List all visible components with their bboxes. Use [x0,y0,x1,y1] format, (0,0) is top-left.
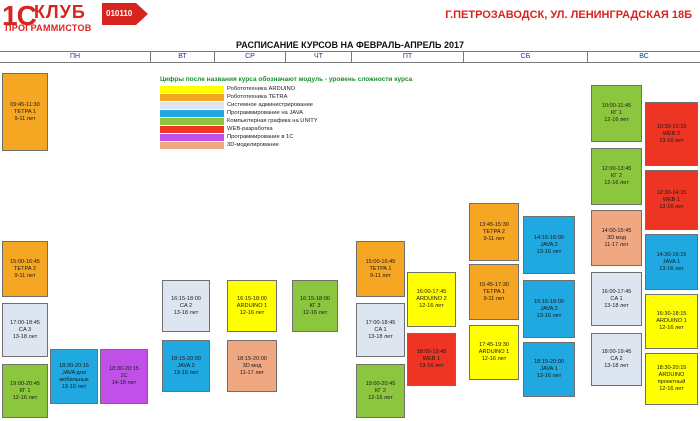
class-block[interactable] [469,325,519,380]
class-block[interactable] [523,216,575,274]
class-block[interactable] [469,264,519,320]
class-time: 14:00-15:45 [601,227,632,234]
class-age: 13-18 лет [12,333,38,340]
class-block[interactable] [591,85,642,142]
class-time: 18:30-20:15 [109,366,139,372]
class-name: CA 3 [18,326,32,333]
class-time: 16:15-18:00 [300,295,330,302]
class-time: 18:00-19:45 [416,349,447,355]
class-block[interactable] [2,73,48,151]
class-time: 16:15-18:00 [534,298,564,305]
legend-swatch [160,118,224,125]
class-time: 17:00-18:45 [10,319,40,326]
class-time: 18:30-20:15 [656,365,687,371]
class-age: 13-16 лет [659,137,684,144]
class-time: 18:15-20:00 [171,355,201,362]
class-name: JAVA 1 [540,366,558,372]
logo-1c: 1С [2,0,36,31]
class-block[interactable] [591,210,642,266]
class-block[interactable] [523,280,575,338]
class-age: 13-16 лет [536,248,562,255]
class-age: 13-16 лет [536,312,562,319]
schedule-title: РАСПИСАНИЕ КУРСОВ НА ФЕВРАЛЬ-АПРЕЛЬ 2017 [236,40,464,50]
class-block[interactable] [2,303,48,357]
class-time: 14:30-16:15 [656,251,687,258]
class-name: JAVA 2 [540,305,558,312]
legend-label: Компьютерная графика на UNITY [227,118,318,124]
class-name: CA 2 [179,302,193,309]
class-block[interactable] [356,241,405,297]
class-block[interactable] [407,272,456,327]
class-time: 18:00-19:45 [601,349,632,355]
class-age: 12-16 лет [481,356,507,362]
class-block[interactable] [227,280,277,332]
class-age: 12-16 лет [239,309,265,316]
legend-label: Системное администрирование [227,102,314,108]
class-time: 15:00-16:45 [365,258,396,265]
class-name: TETPA 1 [14,108,36,115]
class-age: 13-18 лет [604,302,629,309]
day-header-row [0,51,700,63]
day-tue: ВТ [150,52,214,62]
class-age: 12-16 лет [368,394,393,401]
class-time: 16:00-17:45 [601,288,632,295]
class-block[interactable] [2,364,48,418]
class-age: 13-16 лет [173,369,199,376]
logo-binary-text: 010110 [106,9,133,18]
class-name: КГ 1 [19,387,31,394]
class-name: ARDUINO 1 [656,318,687,324]
class-name: 3D мод [242,362,262,369]
class-block[interactable] [523,342,575,397]
day-fri: ПТ [351,52,463,62]
class-block[interactable] [100,349,148,404]
class-block[interactable] [227,340,277,392]
legend-label: Робототехника ARDUINO [227,86,296,92]
class-block[interactable] [591,148,642,205]
legend-label: 3D-моделирование [227,142,279,148]
class-block[interactable] [591,272,642,326]
class-name: ARDUINO проектный [657,372,686,385]
class-block[interactable] [645,353,698,405]
class-name: TETPA 1 [369,265,392,272]
class-name: WEB 1 [422,356,441,362]
club-logo [2,1,150,37]
class-time: 14:15-16:00 [534,234,564,241]
class-time: 15:00-16:45 [10,258,40,265]
legend-label: WEB-разработка [227,126,273,132]
class-time: 16:00-17:45 [416,289,447,295]
class-age: 13-16 лет [61,383,87,390]
class-time: 12:00-13:45 [601,166,632,172]
class-age: 12-16 лет [302,309,328,316]
class-name: КГ 2 [611,173,622,179]
logo-programmers-word: ПРОГРАММИСТОВ [5,23,92,33]
class-time: 12:30-14:15 [656,189,687,196]
class-age: 13-16 лет [659,203,684,210]
class-block[interactable] [162,340,210,392]
class-age: 12-16 лет [604,180,629,186]
legend-item-3d [160,142,360,150]
class-block[interactable] [292,280,338,332]
legend-label: Программирование на JAVA [227,110,304,116]
class-name: КГ 3 [309,302,321,309]
class-time: 19:00-20:45 [10,380,40,387]
legend-label: Робототехника TETRA [227,94,288,100]
class-age: 14-18 лет [111,380,137,386]
class-block[interactable] [356,303,405,357]
class-name: WEB 2 [662,130,681,137]
day-mon: ПН [69,53,81,60]
class-name: ARDUINO 2 [416,296,447,302]
legend-swatch [160,94,224,101]
class-age: 13-18 лет [368,333,393,340]
class-block[interactable] [645,234,698,290]
class-name: JAVA для мобильных [59,369,89,383]
class-block[interactable] [469,203,519,261]
class-name: TETPA 2 [483,228,505,235]
legend-item-sysadmin [160,102,360,110]
day-sat: СБ [463,52,587,62]
class-block[interactable] [356,364,405,418]
class-name: ARDUINO 1 [236,302,268,309]
day-sun: ВС [587,52,700,62]
day-wed: СР [214,52,285,62]
class-time: 10:30-12:15 [656,123,687,130]
class-time: 16:15-18:00 [237,295,267,302]
class-time: 16:30-18:15 [656,311,687,317]
class-time: 19:00-20:45 [365,380,396,387]
class-time: 10:00-11:45 [601,103,632,109]
class-name: JAVA 1 [662,258,681,265]
class-age: 12-16 лет [604,117,629,123]
legend-item-java [160,110,360,118]
class-time: 15:45-17:30 [479,281,509,288]
class-block[interactable] [645,170,698,230]
class-age: 11-17 лет [604,241,629,248]
class-block[interactable] [645,294,698,349]
class-time: 18:15-20:00 [534,359,564,365]
legend-title: Цифры после названия курса обозначают модуль - уровень сложности курса [160,76,413,83]
class-time: 17:00-18:45 [365,319,396,326]
legend-item-tetra [160,94,360,102]
class-name: CA 1 [374,326,387,333]
class-age: 13-16 лет [536,373,562,379]
legend-swatch [160,102,224,109]
class-name: JAVA 2 [540,241,558,248]
class-age: 9-11 лет [483,235,505,242]
class-time: 09:45-11:30 [10,101,40,108]
class-name: TETPA 1 [483,288,505,295]
class-name: КГ 2 [375,387,386,394]
class-age: 12-16 лет [12,394,38,401]
legend-item-arduino [160,86,360,94]
class-time: 18:30-20:15 [59,362,89,369]
legend-swatch [160,110,224,117]
legend-item-1c [160,134,360,142]
class-age: 12-16 лет [419,303,444,309]
class-block[interactable] [50,349,98,404]
class-time: 18:15-20:00 [237,355,267,362]
class-block[interactable] [645,102,698,166]
class-name: JAVA 2 [177,362,195,369]
class-age: 9-11 лет [14,115,36,122]
class-block[interactable] [2,241,48,297]
class-age: 9-11 лет [14,272,36,279]
class-age: 12-16 лет [659,386,684,392]
address: Г.ПЕТРОЗАВОДСК, УЛ. ЛЕНИНГРАДСКАЯ 18Б [445,9,692,21]
class-block[interactable] [162,280,210,332]
class-age: 13-16 лет [659,265,684,272]
class-age: 13-18 лет [604,363,629,369]
class-name: 1C [120,373,128,379]
class-block[interactable] [407,333,456,386]
class-name: CA 1 [610,295,623,302]
class-time: 13:45-15:30 [479,221,509,228]
legend-item-web [160,126,360,134]
class-age: 13-16 лет [419,363,444,369]
class-age: 13-18 лет [173,309,199,316]
class-age: 9-11 лет [483,295,505,302]
class-name: 3D мод [607,234,626,241]
class-name: WEB 1 [662,196,681,203]
class-name: TETPA 2 [14,265,36,272]
class-age: 11-17 лет [239,369,265,376]
class-name: CA 2 [610,356,623,362]
class-name: КГ 1 [611,110,622,116]
class-block[interactable] [591,333,642,386]
day-thu: ЧТ [285,52,351,62]
class-name: ARDUINO 1 [478,349,510,355]
logo-club-word: КЛУБ [34,2,86,22]
legend-swatch [160,126,224,133]
class-time: 16:15-18:00 [171,295,201,302]
class-age: 12-16 лет [659,325,684,331]
legend-swatch [160,134,224,141]
legend-label: Программирование в 1С [227,134,294,140]
legend-item-unity [160,118,360,126]
class-age: 9-11 лет [369,272,392,279]
legend-swatch [160,86,224,93]
class-time: 17:45-19:30 [479,342,509,348]
legend-swatch [160,142,224,149]
